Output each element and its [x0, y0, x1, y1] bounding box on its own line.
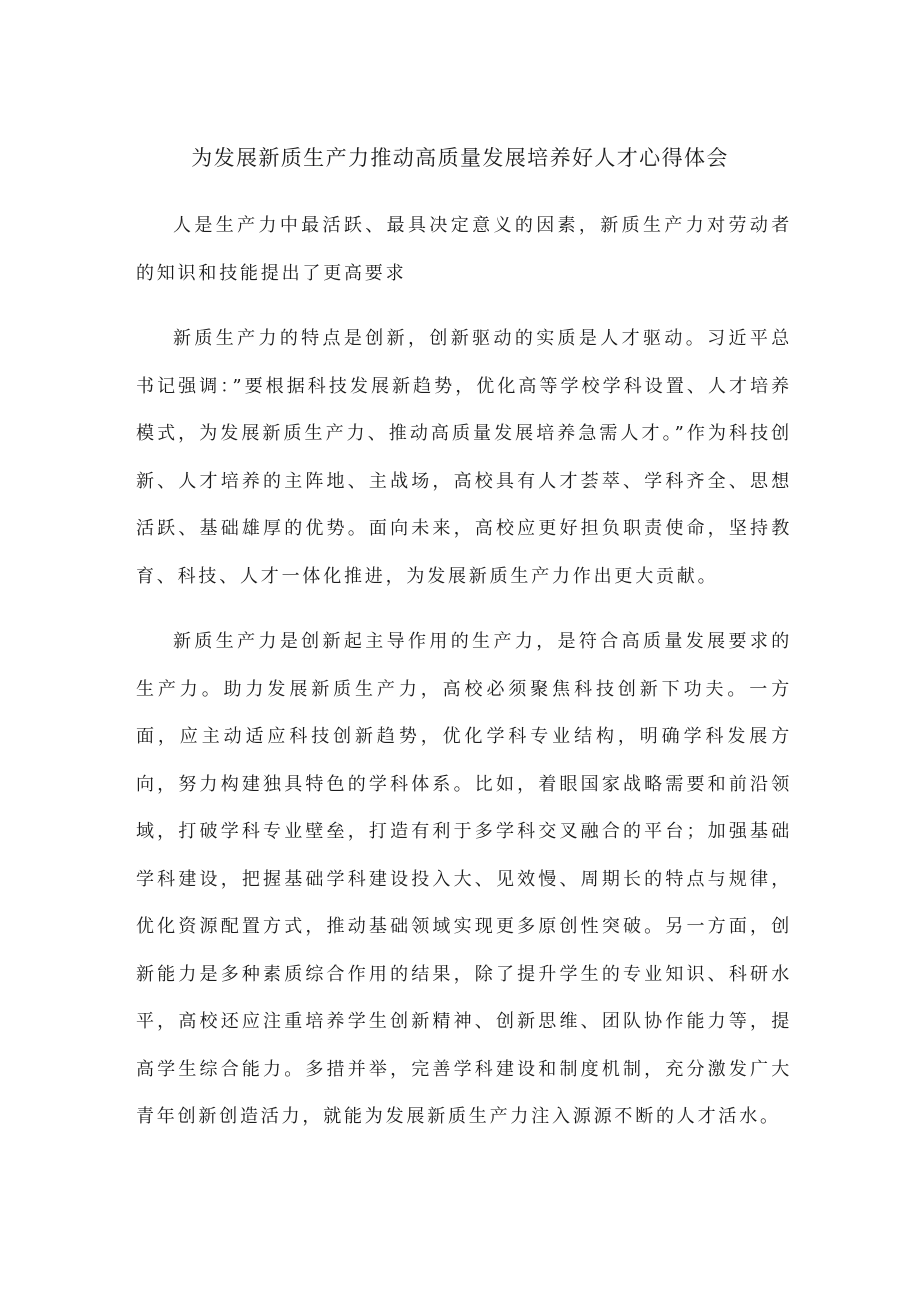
paragraph-gap: [136, 600, 792, 618]
paragraph-2: 新质生产力的特点是创新，创新驱动的实质是人才驱动。习近平总书记强调：”要根据科技发展新趋势，优化高等学校学科设置、人才培养模式，为发展新质生产力、推动高质量发展培养急需人才。”作为科技创新、人才培养的主阵地、主战场，高校具有人才荟萃、学科齐全、思想活跃、基础雄厚的优势。面向未来，高校应更好担负职责使命，坚持教育、科技、人才一体化推进，为发展新质生产力作出更大贡献。: [136, 328, 792, 587]
paragraph-3: 新质生产力是创新起主导作用的生产力，是符合高质量发展要求的生产力。助力发展新质生产力，高校必须聚焦科技创新下功夫。一方面，应主动适应科技创新趋势，优化学科专业结构，明确学科发展方向，努力构建独具特色的学科体系。比如，着眼国家战略需要和前沿领域，打破学科专业壁垒，打造有利于多学科交叉融合的平台；加强基础学科建设，把握基础学科建设投入大、见效慢、周期长的特点与规律，优化资源配置方式，推动基础领域实现更多原创性突破。另一方面，创新能力是多种素质综合作用的结果，除了提升学生的专业知识、科研水平，高校还应注重培养学生创新精神、创新思维、团队协作能力等，提高学生综合能力。多措并举，完善学科建设和制度机制，充分激发广大青年创新创造活力，就能为发展新质生产力注入源源不断的人才活水。: [136, 631, 792, 1127]
document-body: [136, 202, 792, 1141]
paragraph-gap: [136, 297, 792, 315]
document-title: 为发展新质生产力推动高质量发展培养好人才心得体会: [191, 146, 729, 170]
paragraph-1: 人是生产力中最活跃、最具决定意义的因素，新质生产力对劳动者的知识和技能提出了更高要求: [136, 215, 792, 284]
